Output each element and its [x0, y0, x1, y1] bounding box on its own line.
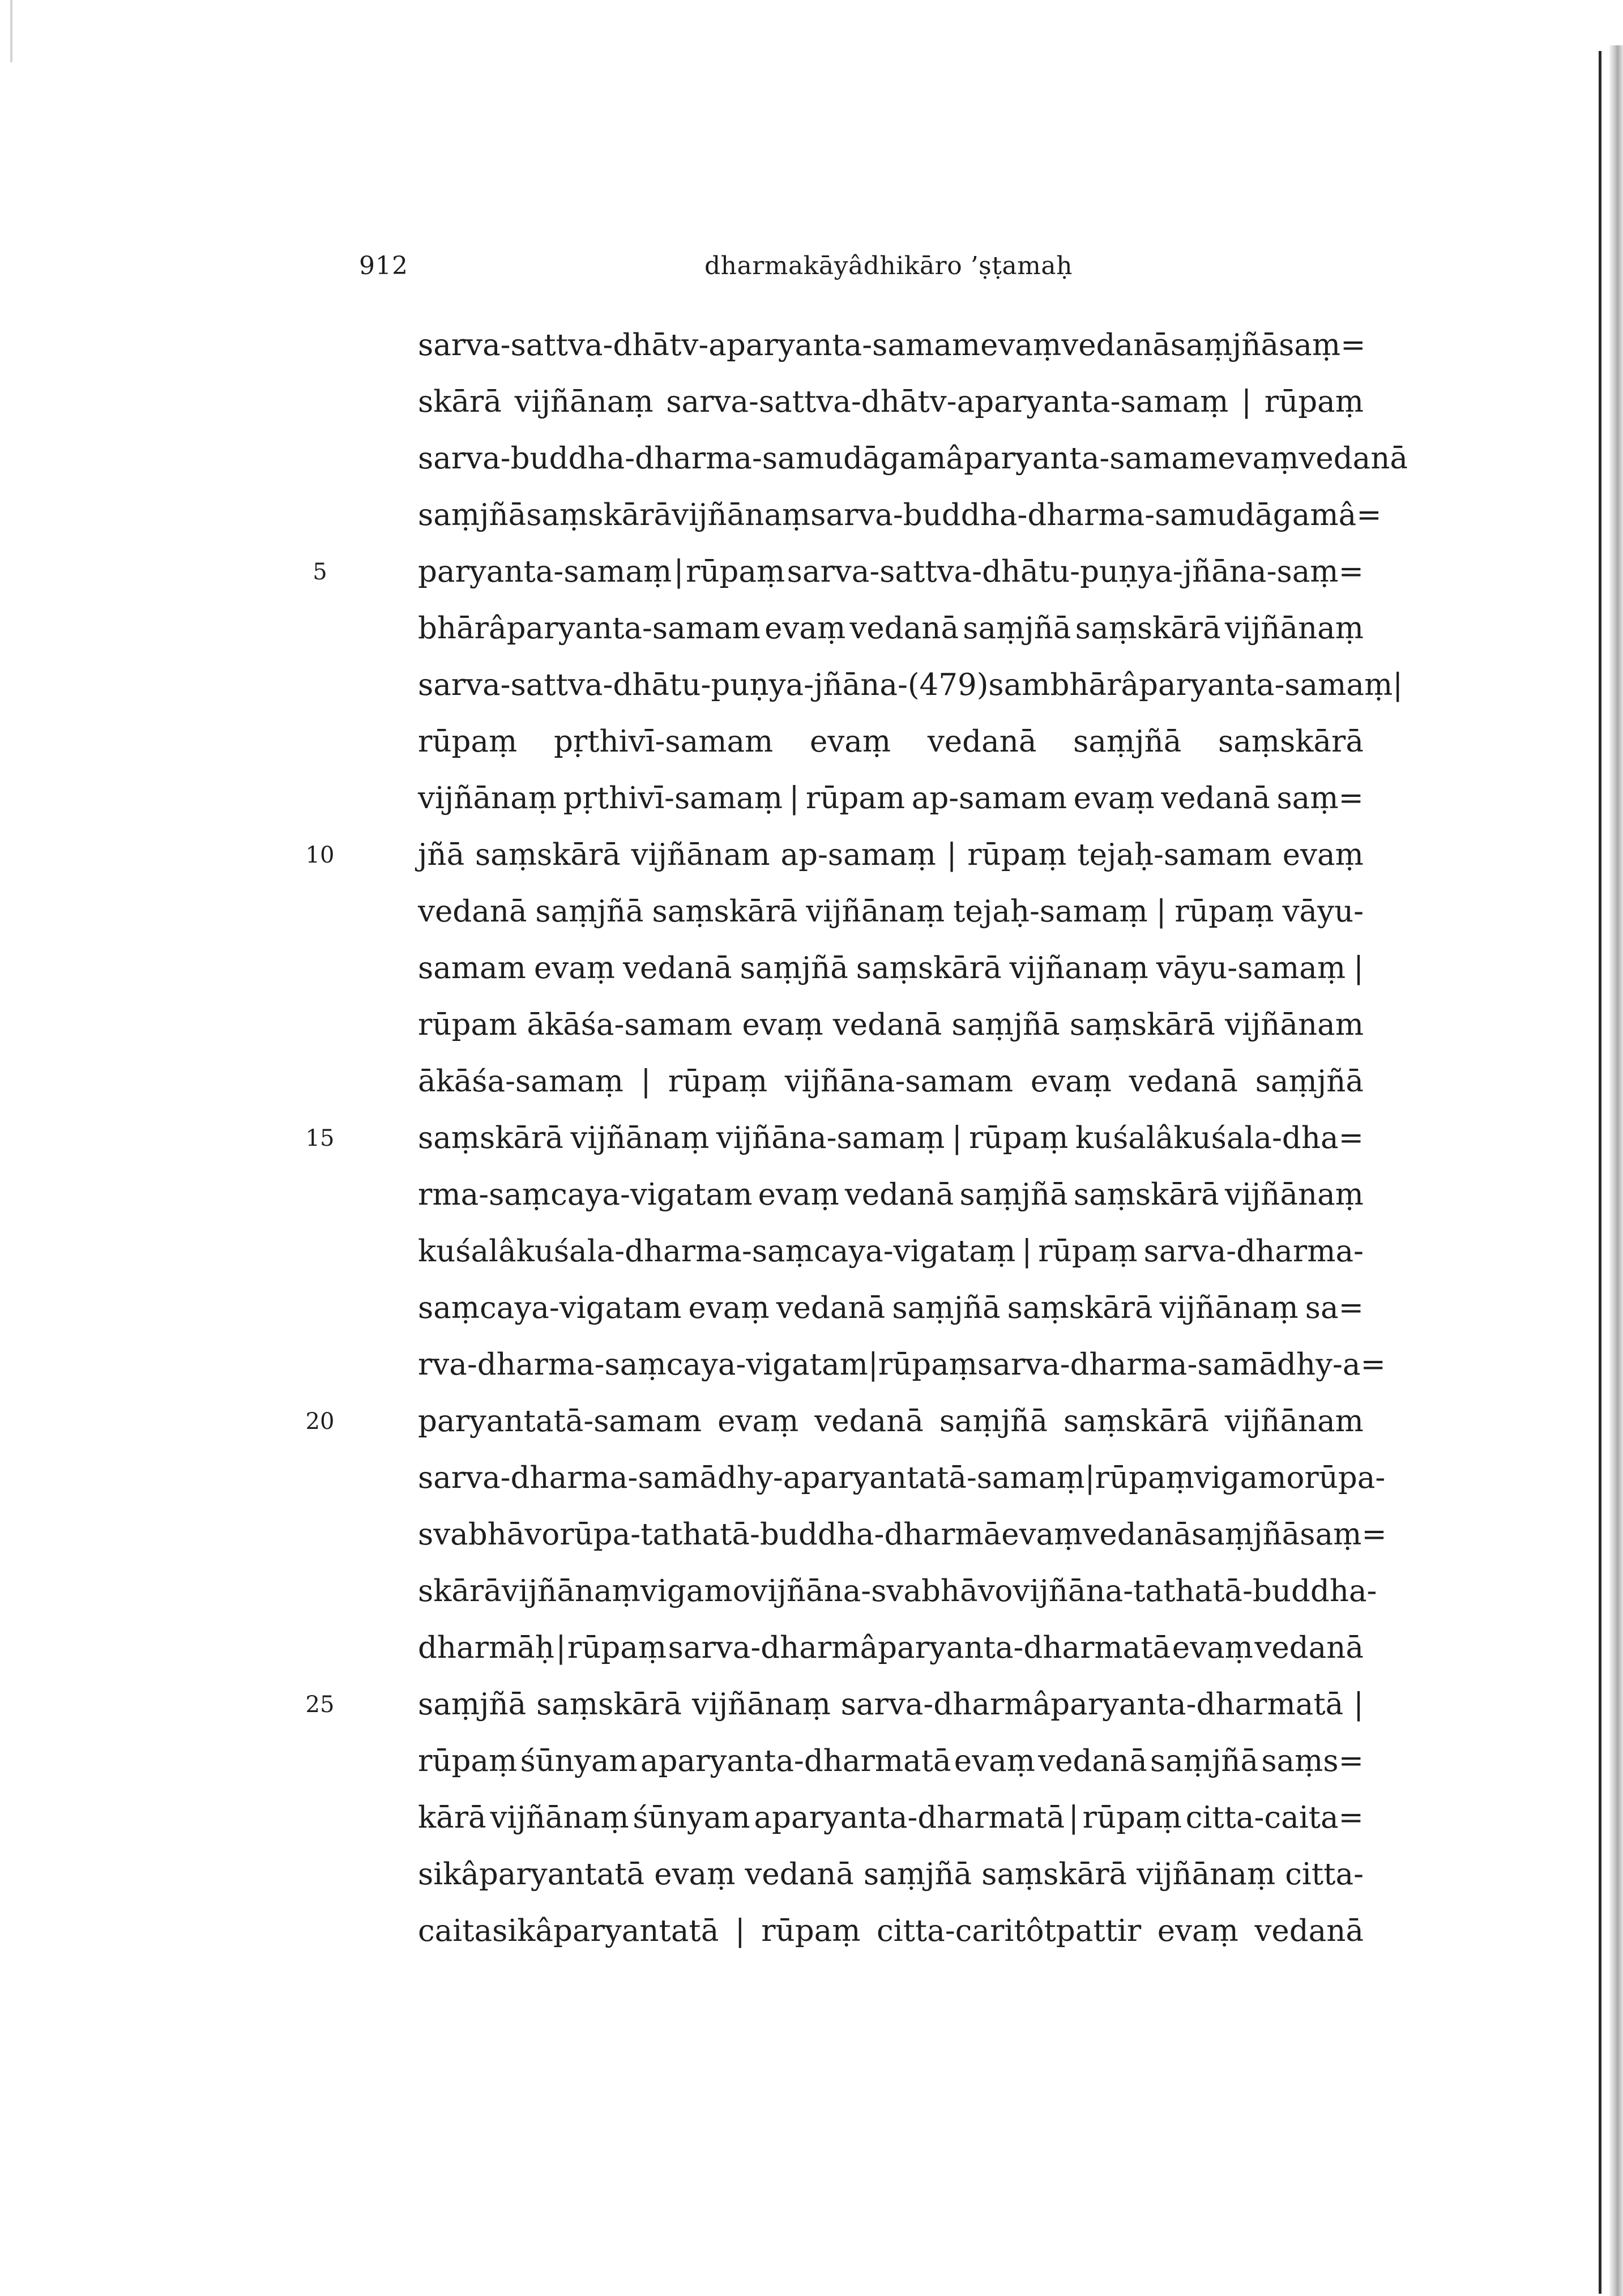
text-line	[418, 1733, 1364, 1790]
text-word: |	[868, 1347, 878, 1382]
text-line	[418, 1620, 1364, 1676]
text-line	[418, 1450, 1386, 1507]
text-word: saṃskārā	[475, 838, 621, 872]
text-word: vijñānaṃ	[570, 1121, 710, 1155]
text-word: |	[951, 1121, 962, 1155]
text-line	[418, 430, 1408, 487]
text-word: |	[1068, 1800, 1079, 1835]
text-word: vijñānaṃ	[418, 781, 557, 816]
text-word: tejaḥ-samaṃ	[953, 894, 1148, 929]
text-word: sarva-dharmâparyanta-dharmatā	[668, 1631, 1171, 1665]
text-word: ākāśa-samaṃ	[418, 1064, 623, 1099]
text-line	[418, 1053, 1364, 1110]
text-word: rma-saṃcaya-vigatam	[418, 1177, 753, 1212]
text-word: saṃjñā	[418, 498, 527, 532]
text-word: vijñānaṃ	[691, 1687, 831, 1722]
text-word: vijñānaṃ	[501, 1574, 640, 1608]
margin-line-number: 5	[313, 559, 327, 585]
text-word: rūpaṃ	[685, 554, 785, 589]
text-word: sarva-sattva-dhātv-aparyanta-samaṃ	[666, 385, 1229, 419]
text-line	[418, 600, 1364, 657]
text-word: vijñānaṃ	[490, 1800, 629, 1835]
text-word: ap-samaṃ	[780, 838, 936, 872]
text-word: sarva-buddha-dharma-samudāgamâparyanta-samam	[418, 441, 1218, 476]
text-line	[418, 1790, 1364, 1846]
text-word: ap-samam	[911, 781, 1067, 816]
text-word: vijñānam	[1224, 1008, 1364, 1042]
text-line	[418, 714, 1364, 770]
text-word: rūpaṃ	[761, 1914, 861, 1948]
text-word: vedanā	[1082, 1517, 1192, 1552]
text-word: saṃjñā	[864, 1857, 972, 1892]
text-word: vedanā	[1061, 328, 1171, 362]
text-word: samam	[418, 951, 526, 985]
text-word: saṃ=	[1300, 1517, 1387, 1552]
text-word: vijñānaṃ	[806, 894, 945, 929]
text-word: vedanā	[1254, 1631, 1364, 1665]
text-word: vedanā	[844, 1177, 954, 1212]
text-word: evaṃ	[1282, 838, 1364, 872]
text-line	[418, 1280, 1364, 1337]
text-word: pṛthivī-samaṃ	[563, 781, 783, 816]
text-word: vedanā	[832, 1008, 942, 1042]
page-number: 912	[359, 251, 408, 280]
text-word: sarva-dharma-	[1143, 1234, 1364, 1269]
text-word: vedanā	[814, 1404, 924, 1439]
text-word: saṃskārā	[1075, 611, 1221, 646]
text-word: vedanā	[1299, 441, 1408, 476]
text-word: |	[640, 1064, 651, 1099]
text-word: saṃskārā	[1073, 1177, 1219, 1212]
text-word: |	[673, 554, 684, 589]
text-line	[418, 1563, 1377, 1620]
text-word: saṃcaya-vigatam	[418, 1291, 682, 1325]
text-line	[418, 1337, 1386, 1393]
text-word: rūpaṃ	[1264, 385, 1364, 419]
text-word: |	[1084, 1461, 1095, 1495]
text-word: sarva-dharmâparyanta-dharmatā	[840, 1687, 1344, 1722]
text-word: rūpaṃ	[1095, 1461, 1194, 1495]
text-word: saṃskārā	[1069, 1008, 1215, 1042]
text-line	[418, 1167, 1364, 1223]
text-word: rūpaṃ	[668, 1064, 768, 1099]
text-word: sarva-dharma-samādhy-a=	[977, 1347, 1386, 1382]
text-line	[418, 487, 1382, 544]
text-word: saṃjñā	[1073, 724, 1182, 759]
text-word: |	[1353, 1687, 1364, 1722]
running-head: dharmakāyâdhikāro ’ṣṭamaḥ	[704, 251, 1073, 280]
text-word: rūpaṃ	[878, 1347, 978, 1382]
text-word: vijñānam	[631, 838, 770, 872]
text-line	[418, 997, 1364, 1053]
text-word: vedanā	[623, 951, 732, 985]
text-word: vijñānaṃ	[1224, 611, 1364, 646]
text-word: saṃjñā	[535, 894, 644, 929]
text-word: saṃskārā	[526, 498, 672, 532]
text-word: rūpaṃ	[567, 1631, 667, 1665]
text-word: rūpam	[805, 781, 906, 816]
text-word: saṃ=	[1276, 781, 1364, 816]
text-word: paryanta-samaṃ	[418, 554, 672, 589]
text-word: sarva-sattva-dhātu-puṇya-jñāna-saṃ=	[787, 554, 1364, 589]
text-word: rūpaṃ	[969, 1121, 1069, 1155]
text-word: skārā	[418, 1574, 502, 1608]
text-line	[418, 770, 1364, 827]
text-word: kuśalâkuśala-dha=	[1075, 1121, 1364, 1155]
text-word: |	[946, 838, 957, 872]
text-word: skārā	[418, 385, 502, 419]
text-word: vedanā	[1254, 1914, 1364, 1948]
scan-edge-mark	[10, 0, 12, 62]
text-word: |	[1156, 894, 1167, 929]
text-line	[418, 827, 1364, 884]
text-word: rūpa-tathatā-buddha-dharmā	[559, 1517, 1002, 1552]
text-word: rūpam	[418, 1008, 518, 1042]
text-word: saṃjñā	[1170, 328, 1279, 362]
text-word: citta-	[1285, 1857, 1364, 1892]
text-line	[418, 374, 1364, 430]
text-line	[418, 657, 1403, 714]
text-word: vedanā	[849, 611, 959, 646]
margin-line-number: 15	[305, 1125, 335, 1151]
text-word: kuśalâkuśala-dharma-saṃcaya-vigataṃ	[418, 1234, 1016, 1269]
text-line	[418, 1903, 1364, 1960]
text-word: tejaḥ-samam	[1077, 838, 1272, 872]
text-word: vedanā	[776, 1291, 886, 1325]
text-line	[418, 940, 1364, 997]
text-word: sarva-dharma-samādhy-aparyantatā-samaṃ	[418, 1461, 1085, 1495]
text-word: aparyanta-dharmatā	[640, 1744, 951, 1778]
text-word: ākāśa-samam	[527, 1008, 733, 1042]
text-word: vijñānaṃ	[672, 498, 811, 532]
text-line	[418, 1507, 1387, 1563]
text-word: |	[734, 1914, 745, 1948]
text-word: saṃskārā	[536, 1687, 682, 1722]
text-word: saṃjñā	[1150, 1744, 1259, 1778]
text-word: vijñānaṃ	[1224, 1177, 1364, 1212]
text-word: vāyu-samaṃ	[1156, 951, 1346, 985]
text-word: kārā	[418, 1800, 486, 1835]
text-word: caitasikâparyantatā	[418, 1914, 719, 1948]
text-line	[418, 1846, 1364, 1903]
text-word: saṃjñā	[418, 1687, 527, 1722]
text-word: vijñāna-svabhāvo	[750, 1574, 1013, 1608]
text-line	[418, 1223, 1364, 1280]
text-word: evaṃ	[758, 1177, 839, 1212]
text-word: vijñanaṃ	[1009, 951, 1148, 985]
text-word: |	[1353, 951, 1364, 985]
text-word: paryantatā-samam	[418, 1404, 702, 1439]
text-word: evaṃ	[1001, 1517, 1083, 1552]
text-word: evaṃ	[654, 1857, 736, 1892]
text-word: pṛthivī-samam	[553, 724, 774, 759]
text-word: vijñānaṃ	[1137, 1857, 1276, 1892]
text-word: citta-caita=	[1185, 1800, 1364, 1835]
text-word: vedanā	[927, 724, 1037, 759]
text-word: saṃskārā	[856, 951, 1002, 985]
text-word: śūnyam	[520, 1744, 638, 1778]
text-word: saṃ=	[1279, 328, 1366, 362]
margin-line-number: 20	[305, 1409, 335, 1435]
text-word: saṃskārā	[981, 1857, 1127, 1892]
text-line	[418, 1393, 1364, 1450]
text-word: sikâparyantatā	[418, 1857, 645, 1892]
text-word: rūpaṃ	[967, 838, 1067, 872]
text-word: evaṃ	[764, 611, 846, 646]
text-word: sa=	[1305, 1291, 1364, 1325]
text-word: |	[789, 781, 800, 816]
text-word: saṃjñā	[1255, 1064, 1364, 1099]
text-word: dharmāḥ	[418, 1631, 554, 1665]
text-word: sarva-sattva-dhātv-aparyanta-samam	[418, 328, 981, 362]
text-word: |	[1241, 385, 1252, 419]
text-word: evaṃ	[688, 1291, 770, 1325]
text-word: |	[1393, 668, 1403, 702]
text-word: rūpa-	[1304, 1461, 1386, 1495]
text-line	[418, 1110, 1364, 1167]
text-word: śūnyam	[633, 1800, 750, 1835]
text-word: evaṃ	[1030, 1064, 1112, 1099]
page-binding-edge	[1609, 45, 1623, 2296]
text-word: vāyu-	[1282, 894, 1364, 929]
text-word: evaṃ	[980, 328, 1062, 362]
text-word: evaṃ	[717, 1404, 799, 1439]
text-word: vedanā	[418, 894, 527, 929]
text-word: saṃskārā	[1007, 1291, 1153, 1325]
text-word: evaṃ	[810, 724, 891, 759]
text-word: saṃjñā	[1191, 1517, 1300, 1552]
text-word: vedanā	[1038, 1744, 1147, 1778]
text-word: saṃs=	[1261, 1744, 1364, 1778]
text-word: aparyanta-dharmatā	[754, 1800, 1065, 1835]
text-word: vedanā	[1129, 1064, 1238, 1099]
main-text-block	[418, 317, 1408, 1960]
text-word: vijñāna-samam	[784, 1064, 1014, 1099]
text-word: evaṃ	[533, 951, 616, 985]
text-line	[418, 317, 1364, 374]
text-word: vedanā	[1161, 781, 1270, 816]
text-word: saṃjñā	[959, 1177, 1068, 1212]
text-word: svabhāvo	[418, 1517, 560, 1552]
text-word: saṃskārā	[418, 1121, 563, 1155]
text-word: jñā	[418, 838, 465, 872]
text-word: evaṃ	[954, 1744, 1035, 1778]
text-word: rūpaṃ	[1174, 894, 1274, 929]
text-word: saṃskārā	[1064, 1404, 1209, 1439]
text-word: rūpaṃ	[418, 1744, 518, 1778]
text-word: saṃjñā	[939, 1404, 1048, 1439]
text-word: saṃjñā	[963, 611, 1071, 646]
text-word: vedanā	[745, 1857, 854, 1892]
text-word: citta-caritôtpattir	[877, 1914, 1142, 1948]
text-line	[418, 544, 1364, 600]
page-binding-line	[1599, 51, 1601, 2294]
text-word: rūpaṃ	[1082, 1800, 1182, 1835]
text-word: vijñānam	[1224, 1404, 1364, 1439]
text-word: saṃjñā	[892, 1291, 1001, 1325]
text-word: rūpaṃ	[418, 724, 518, 759]
text-word: evaṃ	[1073, 781, 1155, 816]
text-word: vijñāna-tathatā-buddha-	[1013, 1574, 1377, 1608]
text-word: vijñāna-samaṃ	[716, 1121, 945, 1155]
margin-line-number: 10	[305, 842, 335, 868]
text-word: vijñānaṃ	[1159, 1291, 1299, 1325]
text-word: saṃjñā	[740, 951, 848, 985]
text-word: evaṃ	[742, 1008, 823, 1042]
text-word: bhārâparyanta-samam	[418, 611, 761, 646]
text-word: evaṃ	[1218, 441, 1299, 476]
text-word: |	[556, 1631, 566, 1665]
text-word: saṃskārā	[652, 894, 798, 929]
text-word: sarva-sattva-dhātu-puṇya-jñāna-(479)sambhārâparyanta-samaṃ	[418, 668, 1393, 702]
text-line	[418, 884, 1364, 940]
text-line	[418, 1676, 1364, 1733]
text-word: evaṃ	[1157, 1914, 1238, 1948]
text-word: |	[1022, 1234, 1032, 1269]
text-word: rva-dharma-saṃcaya-vigatam	[418, 1347, 868, 1382]
text-word: vigamo	[1194, 1461, 1305, 1495]
text-word: sarva-buddha-dharma-samudāgamâ=	[810, 498, 1382, 532]
text-word: saṃjñā	[951, 1008, 1060, 1042]
text-word: rūpaṃ	[1038, 1234, 1138, 1269]
text-word: vijñānaṃ	[514, 385, 654, 419]
margin-line-number: 25	[305, 1692, 335, 1718]
text-word: saṃskārā	[1218, 724, 1364, 759]
text-word: evaṃ	[1172, 1631, 1253, 1665]
text-word: vigamo	[640, 1574, 751, 1608]
